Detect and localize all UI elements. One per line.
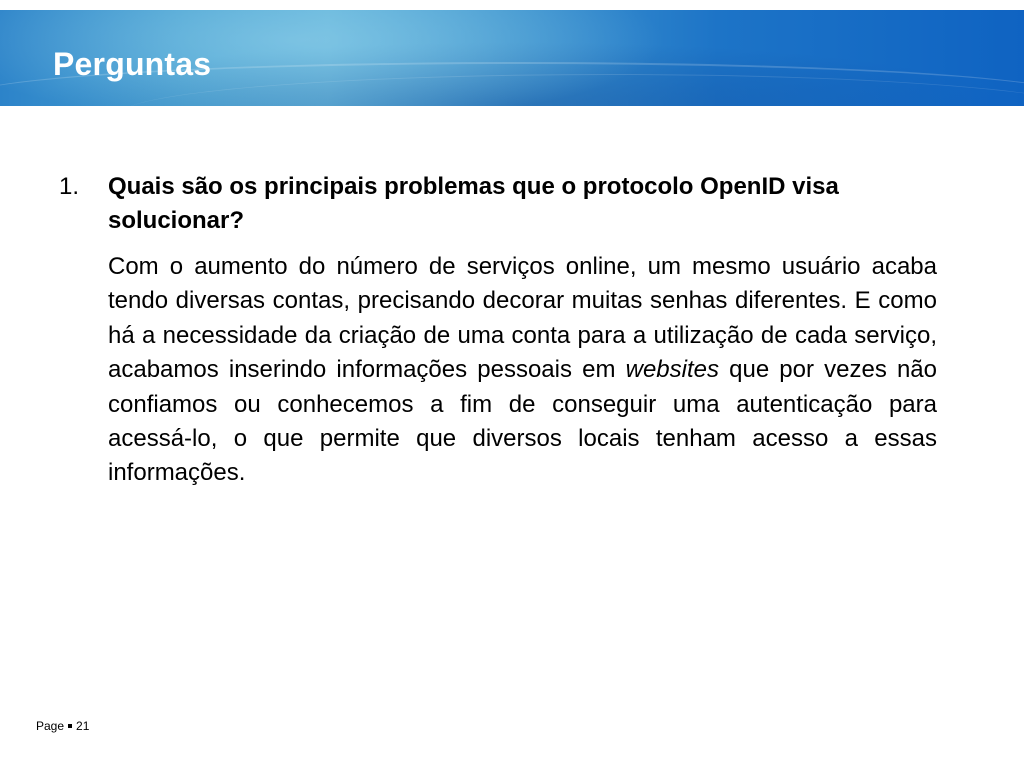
page-number: 21 (76, 719, 90, 733)
answer-text-before: Com o aumento do número de serviços online, um mesmo usuário acaba tendo diversas contas, precisando decorar muitas senhas diferentes. E como há a necessidade da criação de uma conta para a utilização de cada serviço, acabamos inserindo informações pessoais em (108, 253, 937, 384)
question-number: 1. (59, 173, 80, 200)
top-strip (0, 0, 1024, 10)
question-text: Quais são os principais problemas que o protocolo OpenID visa solucionar? (108, 173, 839, 234)
slide-title: Perguntas (53, 46, 212, 82)
question-item (59, 170, 937, 238)
answer-text-after: que por vezes não confiamos ou conhecemos a fim de conseguir uma autenticação para acessá-lo, o que permite que diversos locais tenham acesso a essas informações. (108, 356, 938, 487)
answer-emphasis: websites (625, 356, 719, 384)
title-banner (0, 10, 1024, 106)
answer-paragraph (108, 250, 937, 491)
page-label: Page (36, 719, 65, 733)
page-footer (36, 719, 89, 733)
footer-bullet-icon (68, 724, 72, 728)
slide-content (59, 170, 937, 491)
